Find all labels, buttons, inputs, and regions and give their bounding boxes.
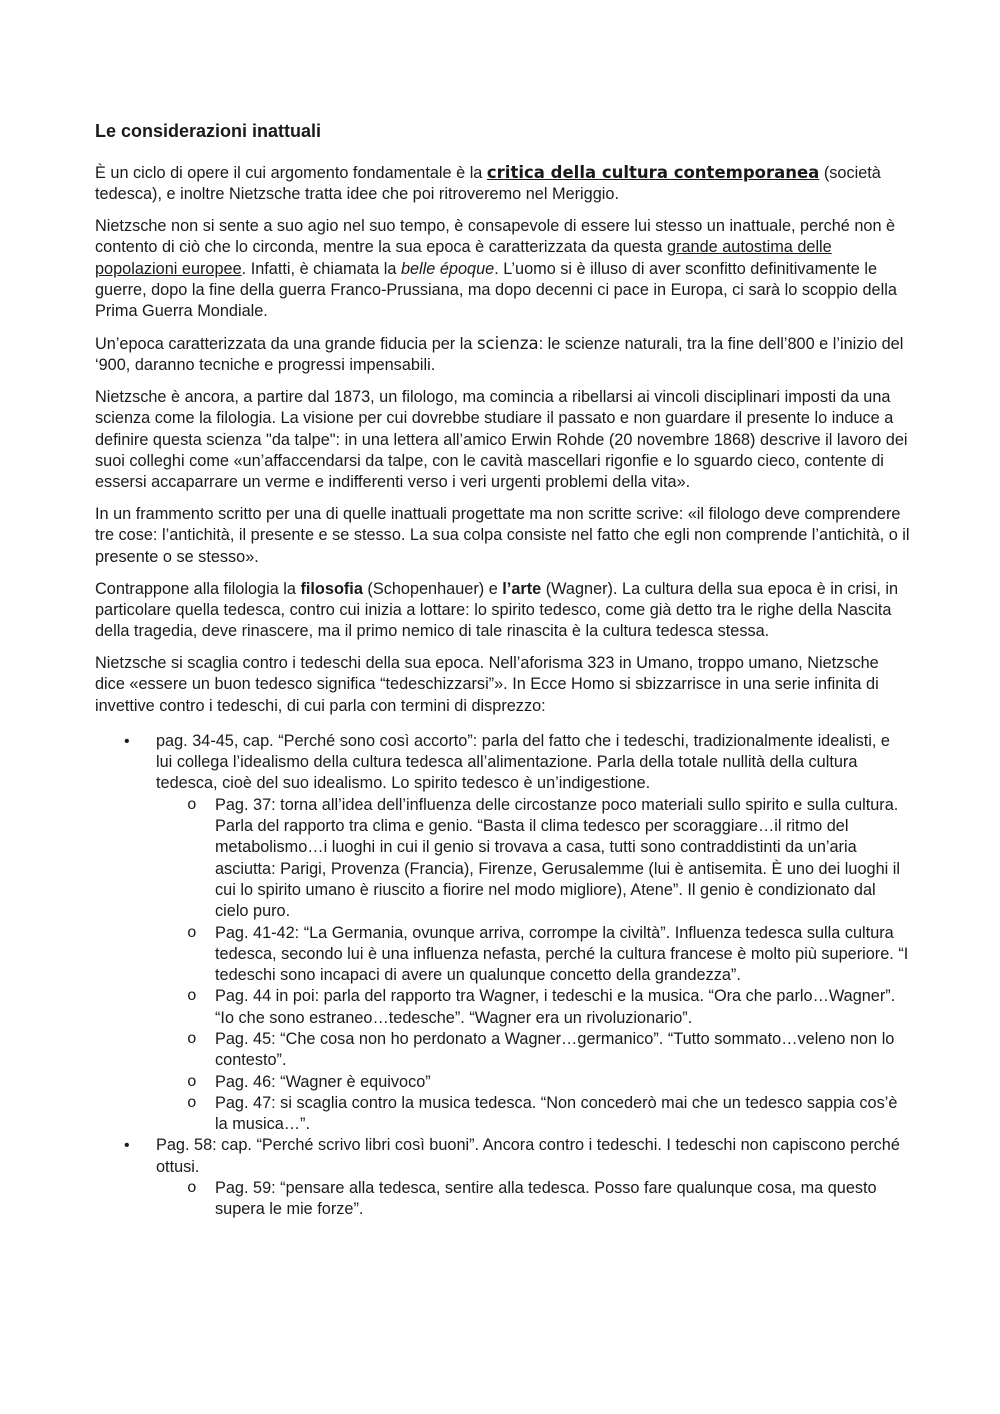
bold-underlined-phrase: critica della cultura contemporanea <box>486 163 820 182</box>
document-body <box>95 118 910 1221</box>
text-run: Nietzsche non si sente a suo agio nel suo tempo, è consapevole di essere lui stesso un inattuale, perché non è contento di ciò che lo circonda, mentre la sua epoca è caratterizzata da questa <box>95 217 896 257</box>
text-run: (società tedesca), e inoltre Nietzsche tratta idee che poi ritroveremo nel Meriggio. <box>95 164 881 204</box>
sub-list-item-text: Pag. 44 in poi: parla del rapporto tra Wagner, i tedeschi e la musica. “Ora che parlo…Wagner”. “Io che sono estraneo…tedesche”. “Wagner era un rivoluzionario”. <box>215 987 896 1027</box>
emphasized-word: scienza <box>476 334 539 354</box>
sub-list-item <box>156 923 910 987</box>
circle-bullet-icon: o <box>187 795 197 814</box>
italic-phrase: belle époque <box>400 259 495 278</box>
circle-bullet-icon: o <box>187 923 197 942</box>
bold-word: filosofia <box>300 579 363 598</box>
sub-list-item <box>156 1072 910 1093</box>
paragraph-5: In un frammento scritto per una di quelle inattuali progettate ma non scritte scrive: «il filologo deve comprendere tre cose: l’antichità, il presente e se stesso. La sua colpa consiste nel fatto che egli non comprende l’antichità, o il presente o se stesso». <box>95 505 910 566</box>
text-run: (Wagner). La cultura della sua epoca è in crisi, in particolare quella tedesca, contro cui inizia a lottare: lo spirito tedesco, come già detto tra le righe della Nascita della tragedia, deve rinascere, ma il primo nemico di tale rinascita è la cultura tedesca stessa. <box>95 579 899 641</box>
sub-list-item-text: Pag. 47: si scaglia contro la musica tedesca. “Non concederò mai che un tedesco sappia cos’è la musica…”. <box>215 1093 898 1134</box>
underlined-phrase: grande autostima delle popolazioni europee <box>95 238 832 278</box>
bold-word: l’arte <box>502 579 542 598</box>
text-run: : le scienze naturali, tra la fine dell’800 e l’inizio del ‘900, daranno tecniche e progressi impensabili. <box>95 335 904 375</box>
text-run: . Infatti, è chiamata la <box>241 259 401 278</box>
bullet-icon: • <box>124 1137 130 1155</box>
circle-bullet-icon: o <box>187 987 197 1006</box>
paragraph-1 <box>95 162 910 206</box>
circle-bullet-icon: o <box>187 1072 197 1091</box>
paragraph-6 <box>95 579 910 643</box>
paragraph-2 <box>95 216 910 322</box>
paragraph-7: Nietzsche si scaglia contro i tedeschi della sua epoca. Nell’aforisma 323 in Umano, troppo umano, Nietzsche dice «essere un buon tedesco significa “tedeschizzarsi”». In Ecce Homo si sbizzarrisce in una serie infinita di invettive contro i tedeschi, di cui parla con termini di disprezzo: <box>95 653 879 715</box>
sub-list-item-text: Pag. 45: “Che cosa non ho perdonato a Wagner…germanico”. “Tutto sommato…veleno non lo contesto”. <box>215 1029 895 1070</box>
text-run: . L’uomo si è illuso di aver sconfitto definitivamente le guerre, dopo la fine della guerra Franco-Prussiana, ma dopo decenni ci pace in Europa, ci sarà lo scoppio della Prima Guerra Mondiale. <box>95 259 897 321</box>
sub-list-item-text: Pag. 46: “Wagner è equivoco” <box>215 1072 431 1091</box>
sub-list-item <box>156 795 910 923</box>
text-run: Un’epoca caratterizzata da una grande fiducia per la <box>95 335 477 354</box>
sub-list-item <box>156 1093 910 1136</box>
sub-list-item-text: Pag. 59: “pensare alla tedesca, sentire alla tedesca. Posso fare qualunque cosa, ma questo supera le mie forze”. <box>215 1179 877 1219</box>
circle-bullet-icon: o <box>187 1179 197 1198</box>
page-title: Le considerazioni inattuali <box>95 121 322 141</box>
list-item-text: pag. 34-45, cap. “Perché sono così accorto”: parla del fatto che i tedeschi, tradizionalmente idealisti, e lui collega l’idealismo della cultura tedesca all’alimentazione. Parla della totale nullità della cultura tedesca, cioè del suo idealismo. Lo spirito tedesco è un’indigestione. <box>156 731 890 793</box>
paragraph-4: Nietzsche è ancora, a partire dal 1873, un filologo, ma comincia a ribellarsi ai vincoli disciplinari imposti da una scienza come la filologia. La visione per cui dovrebbe studiare il passato e non guardare il presente lo induce a definire questa scienza "da talpe": in una lettera all’amico Erwin Rohde (20 novembre 1868) descrive il lavoro dei suoi colleghi come «un’affaccendarsi da talpe, con le cavità mascellari rigonfie e lo sguardo cieco, contente di essersi accaparrare un verme e indifferenti verso i veri urgenti problemi della vita». <box>95 388 908 492</box>
sub-list-item <box>156 1029 910 1072</box>
sub-list <box>156 795 910 1136</box>
text-run: (Schopenhauer) e <box>362 579 503 598</box>
list-item <box>95 731 910 1136</box>
sub-list-item-text: Pag. 41-42: “La Germania, ovunque arriva, corrompe la civiltà”. Influenza tedesca sulla cultura tedesca, secondo lui è una influenza nefasta, perché la cultura francese è molto più superiore. “I tedeschi sono incapaci di avere un qualunque concetto della grandezza”. <box>215 923 909 985</box>
paragraph-3 <box>95 333 910 377</box>
text-run: Contrappone alla filologia la <box>95 579 301 598</box>
circle-bullet-icon: o <box>187 1029 197 1048</box>
sub-list-item <box>156 986 910 1029</box>
sub-list <box>156 1178 910 1221</box>
bullet-icon: • <box>124 732 130 750</box>
text-run: È un ciclo di opere il cui argomento fondamentale è la <box>95 164 487 182</box>
circle-bullet-icon: o <box>187 1093 197 1112</box>
list-item-text: Pag. 58: cap. “Perché scrivo libri così buoni”. Ancora contro i tedeschi. I tedeschi non capiscono perché ottusi. <box>156 1136 900 1176</box>
sub-list-item-text: Pag. 37: torna all’idea dell’influenza delle circostanze poco materiali sullo spirito e sulla cultura. Parla del rapporto tra clima e genio. “Basta il clima tedesco per scoraggiare…il ritmo del metabolismo…i luoghi in cui il genio si trovava a casa, tutti sono contraddistinti da un’aria asciutta: Parigi, Provenza (Francia), Firenze, Gerusalemme (lui è antisemita. È uno dei luoghi il cui lo spirito umano è riuscito a fiorire nel modo migliore), Atene”. Il genio è condizionato dal cielo puro. <box>215 795 901 921</box>
bullet-list <box>95 731 910 1221</box>
sub-list-item <box>156 1178 910 1221</box>
list-item <box>95 1135 910 1220</box>
